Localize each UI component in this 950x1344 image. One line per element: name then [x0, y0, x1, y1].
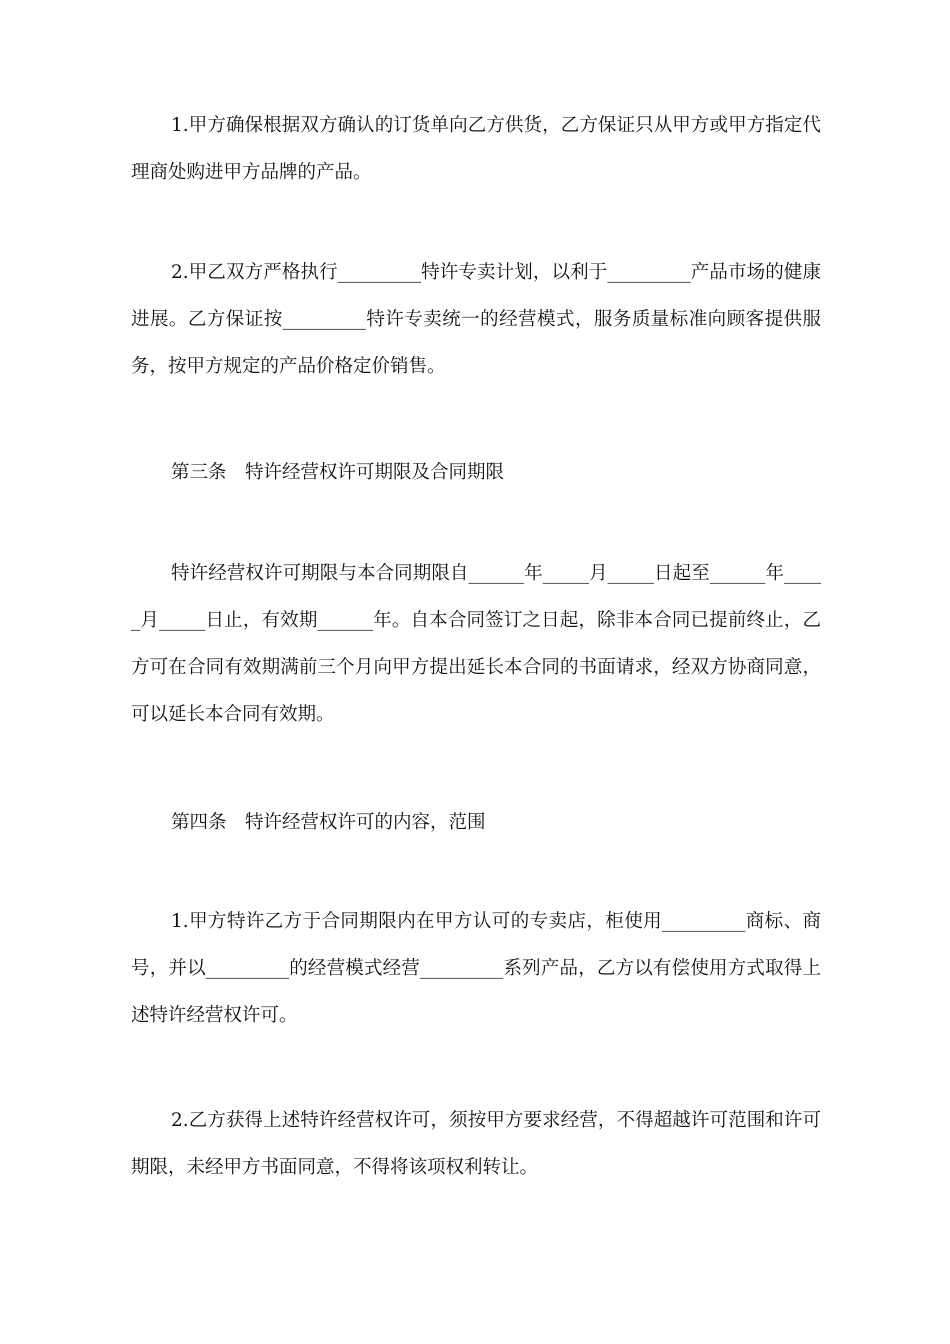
paragraph-license-content: 1.甲方特许乙方于合同期限内在甲方认可的专卖店，柜使用_________商标、商号，并以_________的经营模式经营_________系列产品，乙方以有偿使用方式取得上述特许经营权许可。 [131, 911, 821, 1026]
paragraph-franchise-plan: 2.甲乙双方严格执行_________特许专卖计划，以利于_________产品市场的健康进展。乙方保证按_________特许专卖统一的经营模式，服务质量标准向顾客提供服务，按甲方规定的产品价格定价销售。 [131, 262, 821, 377]
heading-article-four: 第四条 特许经营权许可的内容，范围 [171, 812, 486, 833]
heading-article-three: 第三条 特许经营权许可期限及合同期限 [171, 462, 505, 483]
paragraph-supply-guarantee: 1.甲方确保根据双方确认的订货单向乙方供货，乙方保证只从甲方或甲方指定代理商处购进甲方品牌的产品。 [131, 115, 821, 183]
paragraph-license-restriction: 2.乙方获得上述特许经营权许可，须按甲方要求经营，不得超越许可范围和许可期限，未经甲方书面同意，不得将该项权利转让。 [131, 1110, 821, 1178]
paragraph-license-period: 特许经营权许可期限与本合同期限自______年_____月_____日起至______年_____月_____日止，有效期______年。自本合同签订之日起，除非本合同已提前终止，乙方可在合同有效期满前三个月向甲方提出延长本合同的书面请求，经双方协商同意，可以延长本合同有效期。 [131, 563, 821, 725]
